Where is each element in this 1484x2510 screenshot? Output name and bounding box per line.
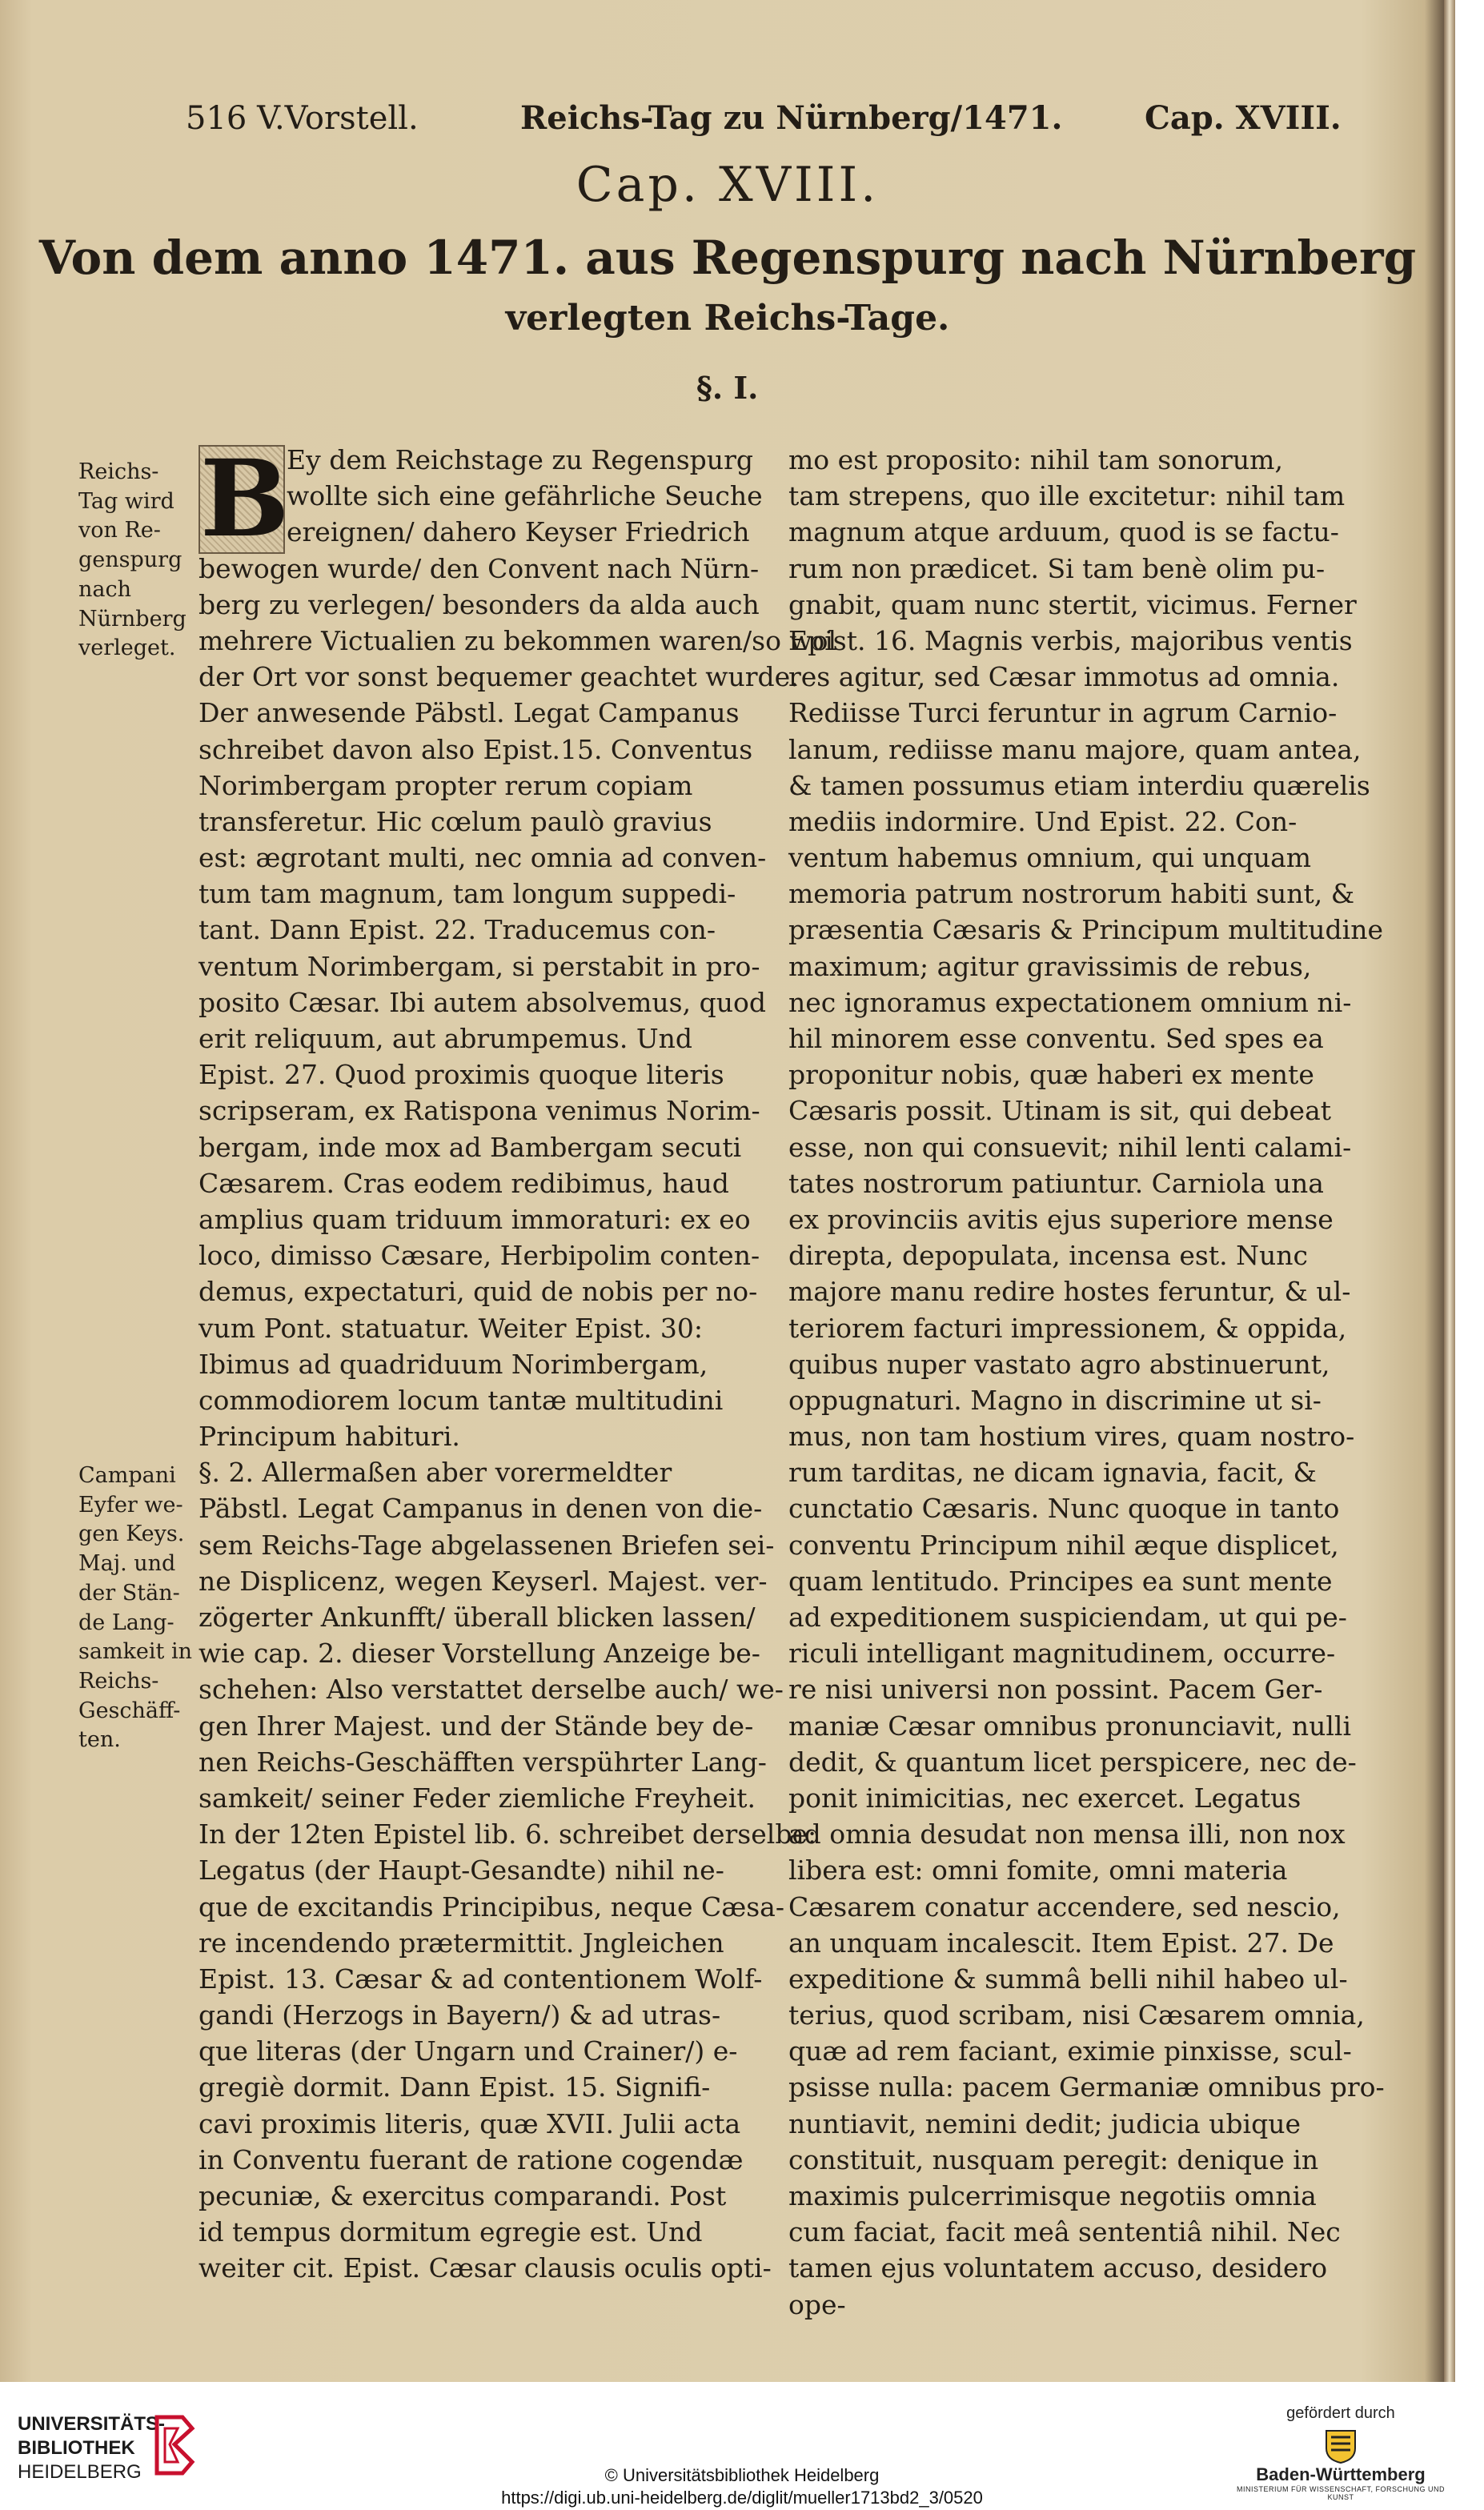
- margin-note-line: genspurg: [78, 547, 182, 573]
- margin-note-line: gen Keys.: [78, 1522, 185, 1547]
- text-line: ope-: [788, 2288, 846, 2320]
- left-column: [199, 437, 837, 2287]
- text-line: psisse nulla: pacem Germaniæ omnibus pro-: [788, 2071, 1385, 2103]
- text-line: memoria patrum nostrorum habiti sunt, &: [788, 878, 1355, 910]
- margin-note-line: von Re-: [78, 518, 161, 543]
- margin-note-line: Nürnberg: [78, 606, 187, 632]
- text-line: & tamen possumus etiam interdiu quærelis: [788, 769, 1370, 801]
- text-line: amplius quam triduum immoraturi: ex eo: [199, 1203, 751, 1235]
- text-line: præsentia Cæsaris & Principum multitudine: [788, 914, 1383, 946]
- text-line: wollte sich eine gefährliche Seuche: [287, 480, 763, 512]
- text-line: loco, dimisso Cæsare, Herbipolim conten-: [199, 1240, 760, 1272]
- text-line: scripseram, ex Ratispona venimus Norim-: [199, 1095, 760, 1127]
- text-line: tates nostrorum patiuntur. Carniola una: [788, 1167, 1324, 1199]
- text-line: hil minorem esse conventu. Sed spes ea: [788, 1023, 1324, 1054]
- margin-note-line: der Stän-: [78, 1580, 180, 1606]
- margin-note-line: samkeit in: [78, 1639, 192, 1665]
- text-line: constituit, nusquam peregit: denique in: [788, 2143, 1319, 2175]
- margin-note-line: nach: [78, 576, 131, 602]
- text-line: gregiè dormit. Dann Epist. 15. Signifi-: [199, 2071, 711, 2103]
- text-line: conventu Principum nihil æque displicet,: [788, 1529, 1339, 1561]
- text-line: §. 2. Allermaßen aber vorermeldter: [199, 1457, 672, 1489]
- text-line: Norimbergam propter rerum copiam: [199, 769, 693, 801]
- source-url-link[interactable]: https://digi.ub.uni-heidelberg.de/diglit/mueller1713bd2_3/0520: [501, 2488, 983, 2508]
- text-line: re nisi universi non possint. Pacem Ger-: [788, 1674, 1323, 1706]
- text-line: quibus nuper vastato agro abstinuerunt,: [788, 1348, 1330, 1380]
- chapter-title: Cap. XVIII.: [576, 157, 880, 213]
- text-line: cunctatio Cæsaris. Nunc quoque in tanto: [788, 1493, 1340, 1525]
- margin-note-line: ten.: [78, 1727, 121, 1753]
- text-line: Rediisse Turci feruntur in agrum Carnio-: [788, 697, 1338, 729]
- text-line: maniæ Cæsar omnibus pronunciavit, nulli: [788, 1710, 1352, 1742]
- text-line: samkeit/ seiner Feder ziemliche Freyheit.: [199, 1782, 756, 1814]
- text-line: schreibet davon also Epist.15. Conventus: [199, 733, 753, 765]
- copyright-text: © Universitätsbibliothek Heidelberg: [604, 2465, 880, 2485]
- text-line: Epist. 27. Quod proximis quoque literis: [199, 1059, 724, 1091]
- text-line: bewogen wurde/ den Convent nach Nürn-: [199, 552, 760, 584]
- sponsor-ministry: MINISTERIUM FÜR WISSENSCHAFT, FORSCHUNG UND KUNST: [1237, 2485, 1445, 2501]
- text-line: libera est: omni fomite, omni materia: [788, 1854, 1288, 1887]
- page-edge: [1444, 0, 1455, 2382]
- text-line: tant. Dann Epist. 22. Traducemus con-: [199, 914, 716, 946]
- text-line: an unquam incalescit. Item Epist. 27. De: [788, 1927, 1334, 1959]
- text-line: zögerter Ankunfft/ überall blicken lassen/: [199, 1602, 756, 1633]
- margin-note-line: Campani: [78, 1463, 176, 1488]
- running-head-right: Cap. XVIII.: [1145, 99, 1342, 137]
- text-line: pecuniæ, & exercitus comparandi. Post: [199, 2180, 727, 2211]
- text-line: cum faciat, facit meâ sententiâ nihil. Nec: [788, 2216, 1341, 2248]
- text-line: rum tarditas, ne dicam ignavia, facit, &: [788, 1457, 1317, 1489]
- margin-note-line: verleget.: [78, 636, 176, 661]
- text-line: dedit, & quantum licet perspicere, nec de-: [788, 1746, 1357, 1778]
- library-line: BIBLIOTHEK: [18, 2437, 135, 2459]
- text-line: mehrere Victualien zu bekommen waren/so wol: [199, 624, 837, 656]
- text-line: posito Cæsar. Ibi autem absolvemus, quod: [199, 986, 766, 1018]
- text-line: proponitur nobis, quæ haberi ex mente: [788, 1059, 1314, 1091]
- text-line: schehen: Also verstattet derselbe auch/ we-: [199, 1674, 784, 1706]
- text-line: nuntiavit, nemini dedit; judicia ubique: [788, 2107, 1302, 2139]
- text-line: Ibimus ad quadriduum Norimbergam,: [199, 1348, 708, 1380]
- text-line: quam lentitudo. Principes ea sunt mente: [788, 1565, 1333, 1597]
- text-line: mus, non tam hostium vires, quam nostro-: [788, 1421, 1355, 1453]
- text-line: rum non prædicet. Si tam benè olim pu-: [788, 552, 1326, 584]
- text-line: Legatus (der Haupt-Gesandte) nihil ne-: [199, 1854, 724, 1887]
- text-line: erit reliquum, aut abrumpemus. Und: [199, 1023, 693, 1054]
- sponsor-block: [1233, 2404, 1449, 2501]
- text-line: Päbstl. Legat Campanus in denen von die-: [199, 1493, 763, 1525]
- text-line: sem Reichs-Tage abgelassenen Briefen sei-: [199, 1529, 775, 1561]
- text-line: mediis indormire. Und Epist. 22. Con-: [788, 805, 1297, 837]
- text-line: cavi proximis literis, quæ XVII. Julii acta: [199, 2107, 741, 2139]
- text-line: in Conventu fuerant de ratione cogendæ: [199, 2143, 744, 2175]
- library-line: HEIDELBERG: [18, 2461, 142, 2483]
- text-line: majore manu redire hostes feruntur, & ul-: [788, 1276, 1351, 1308]
- sponsor-name: Baden-Württemberg: [1256, 2464, 1426, 2484]
- text-line: id tempus dormitum egregie est. Und: [199, 2216, 703, 2248]
- margin-note-line: Reichs-: [78, 459, 159, 484]
- drop-cap: B: [200, 437, 290, 561]
- margin-note-2: [78, 1461, 192, 1755]
- text-line: der Ort vor sonst bequemer geachtet wurde.: [199, 661, 799, 693]
- state-crest-icon: [1323, 2428, 1358, 2464]
- margin-note-line: de Lang-: [78, 1610, 174, 1635]
- text-line: gandi (Herzogs in Bayern/) & ad utras-: [199, 1999, 721, 2031]
- text-line: esse, non qui consuevit; nihil lenti calami-: [788, 1131, 1352, 1163]
- text-line: tum tam magnum, tam longum suppedi-: [199, 878, 736, 910]
- margin-note-line: Maj. und: [78, 1551, 176, 1577]
- text-line: gen Ihrer Majest. und der Stände bey de-: [199, 1710, 754, 1742]
- text-line: tam strepens, quo ille excitetur: nihil tam: [788, 480, 1346, 512]
- margin-note-line: Tag wird: [78, 488, 174, 514]
- text-line: ventum Norimbergam, si perstabit in pro-: [199, 950, 760, 982]
- text-line: teriorem facturi impressionem, & oppida,: [788, 1312, 1347, 1344]
- text-line: mo est proposito: nihil tam sonorum,: [788, 444, 1283, 475]
- text-line: Epist. 16. Magnis verbis, majoribus ventis: [788, 624, 1353, 656]
- right-column: [788, 442, 1385, 2323]
- text-line: maximis pulcerrimisque negotiis omnia: [788, 2180, 1317, 2211]
- text-line: Ey dem Reichstage zu Regenspurg: [287, 444, 753, 475]
- text-line: bergam, inde mox ad Bambergam secuti: [199, 1131, 742, 1163]
- text-line: magnum atque arduum, quod is se factu-: [788, 516, 1339, 548]
- text-line: vum Pont. statuatur. Weiter Epist. 30:: [199, 1312, 704, 1344]
- text-line: wie cap. 2. dieser Vorstellung Anzeige be-: [199, 1638, 760, 1670]
- text-line: Der anwesende Päbstl. Legat Campanus: [199, 697, 740, 729]
- sponsor-label: gefördert durch: [1286, 2404, 1395, 2422]
- text-line: terius, quod scribam, nisi Cæsarem omnia,: [788, 1999, 1365, 2031]
- text-line: oppugnaturi. Magno in discrimine ut si-: [788, 1384, 1322, 1416]
- text-line: Epist. 13. Cæsar & ad contentionem Wolf-: [199, 1963, 763, 1995]
- margin-note-1: [78, 458, 187, 664]
- text-line: weiter cit. Epist. Cæsar clausis oculis opti-: [199, 2252, 772, 2284]
- text-line: gnabit, quam nunc stertit, vicimus. Ferner: [788, 588, 1357, 620]
- text-line: ad expeditionem suspiciendam, ut qui pe-: [788, 1602, 1347, 1633]
- text-line: berg zu verlegen/ besonders da alda auch: [199, 588, 760, 620]
- text-line: ventum habemus omnium, qui unquam: [788, 842, 1312, 874]
- text-line: que de excitandis Principibus, neque Cæsa-: [199, 1891, 785, 1923]
- margin-note-line: Eyfer we-: [78, 1492, 183, 1518]
- text-line: ponit inimicitias, nec exercet. Legatus: [788, 1782, 1302, 1814]
- text-line: Cæsarem conatur accendere, sed nescio,: [788, 1891, 1341, 1923]
- running-head-center: Reichs-Tag zu Nürnberg/1471.: [520, 99, 1063, 137]
- text-line: direpta, depopulata, incensa est. Nunc: [788, 1240, 1308, 1272]
- text-line: Cæsarem. Cras eodem redibimus, haud: [199, 1167, 729, 1199]
- text-line: Cæsaris possit. Utinam is sit, qui debeat: [788, 1095, 1331, 1127]
- library-line: UNIVERSITÄTS-: [18, 2413, 166, 2435]
- margin-note-line: Geschäff-: [78, 1698, 181, 1723]
- text-line: tamen ejus voluntatem accuso, desidero: [788, 2252, 1328, 2284]
- text-line: res agitur, sed Cæsar immotus ad omnia.: [788, 661, 1340, 693]
- text-line: demus, expectaturi, quid de nobis per no-: [199, 1276, 758, 1308]
- text-line: ereignen/ dahero Keyser Friedrich: [287, 516, 750, 548]
- margin-note-line: Reichs-: [78, 1668, 159, 1694]
- text-line: nec ignoramus expectationem omnium ni-: [788, 986, 1352, 1018]
- text-line: ex provinciis avitis ejus superiore mense: [788, 1203, 1334, 1235]
- text-line: lanum, rediisse manu majore, quam antea,: [788, 733, 1362, 765]
- text-line: Principum habituri.: [199, 1421, 460, 1453]
- section-mark: §. I.: [696, 370, 759, 406]
- text-line: In der 12ten Epistel lib. 6. schreibet derselbe:: [199, 1818, 817, 1850]
- chapter-heading-line1: Von dem anno 1471. aus Regenspurg nach Nürnberg: [38, 231, 1417, 285]
- text-line: nen Reichs-Geschäfften verspührter Lang-: [199, 1746, 767, 1778]
- text-line: re incendendo prætermittit. Jngleichen: [199, 1927, 724, 1959]
- text-line: expeditione & summâ belli nihil habeo ul-: [788, 1963, 1348, 1995]
- text-line: ne Displicenz, wegen Keyserl. Majest. ver-: [199, 1565, 768, 1597]
- text-line: commodiorem locum tantæ multitudini: [199, 1384, 724, 1416]
- text-line: quæ ad rem faciant, eximie pinxisse, scul-: [788, 2035, 1352, 2067]
- text-line: est: ægrotant multi, nec omnia ad conven-: [199, 842, 767, 874]
- text-line: ad omnia desudat non mensa illi, non nox: [788, 1818, 1346, 1850]
- text-line: que literas (der Ungarn und Crainer/) e-: [199, 2035, 738, 2067]
- chapter-heading-line2: verlegten Reichs-Tage.: [505, 298, 950, 339]
- text-line: maximum; agitur gravissimis de rebus,: [788, 950, 1312, 982]
- text-line: riculi intelligant magnitudinem, occurre-: [788, 1638, 1336, 1670]
- text-line: transferetur. Hic cœlum paulò gravius: [199, 805, 712, 837]
- running-head-left: 516 V.Vorstell.: [186, 100, 419, 137]
